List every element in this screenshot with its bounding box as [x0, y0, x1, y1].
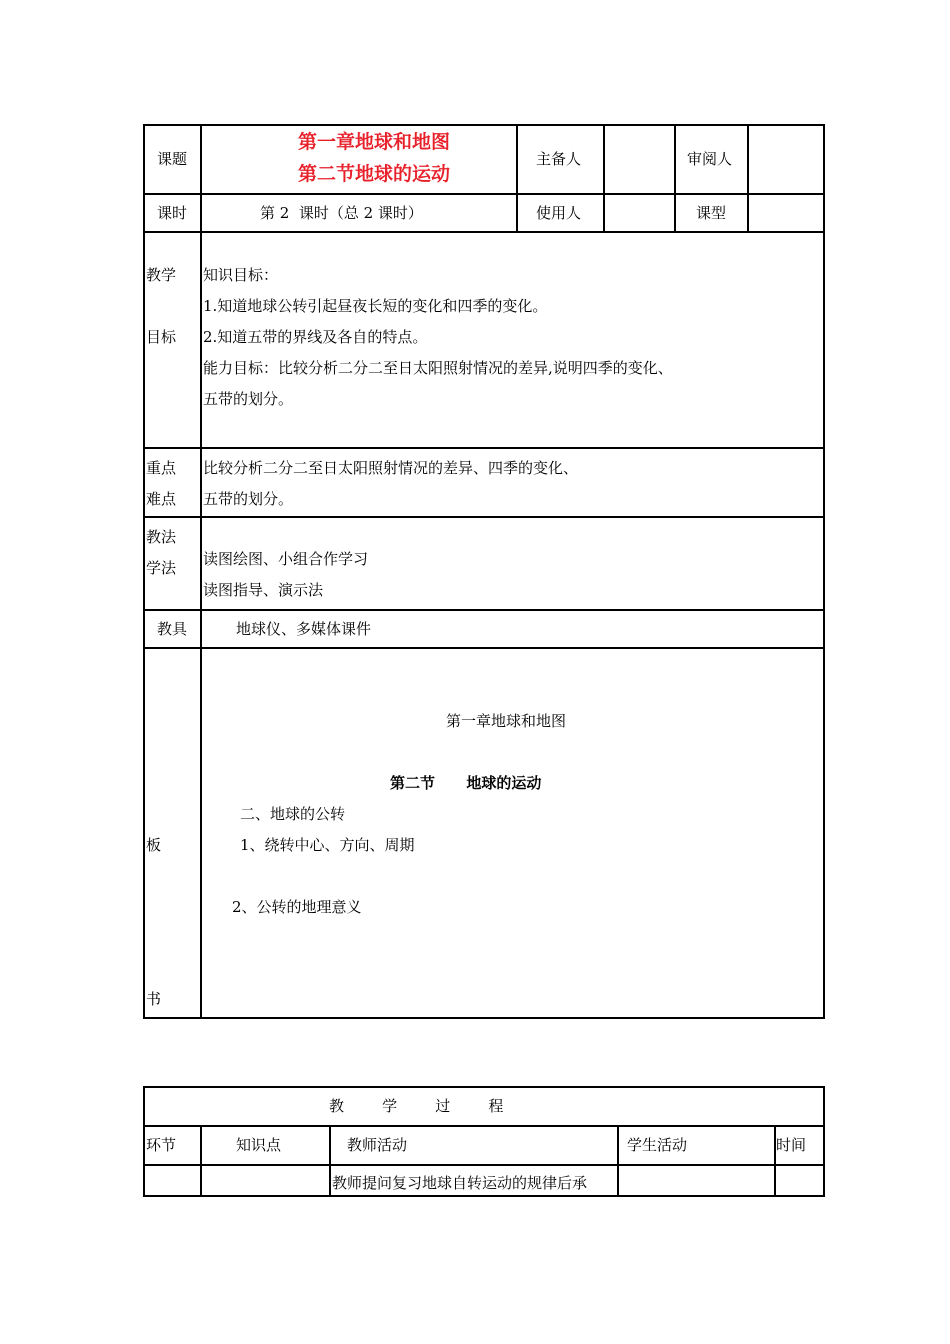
reviewer-label: 审阅人: [687, 150, 733, 168]
column-divider: [617, 1125, 619, 1197]
board-chapter: 第一章地球和地图: [446, 712, 567, 730]
row-divider: [143, 647, 825, 649]
board-section: 第二节 地球的运动: [390, 774, 542, 792]
table-border: [143, 1086, 145, 1197]
row-divider: [143, 516, 825, 518]
table-border: [143, 1086, 825, 1088]
column-divider: [747, 124, 749, 233]
column-header: 时间: [776, 1136, 807, 1154]
board-label: 板: [146, 836, 162, 854]
row-divider: [143, 1164, 825, 1166]
objective-line: 2.知道五带的界线及各自的特点。: [203, 328, 428, 346]
table-border: [823, 1086, 825, 1197]
column-divider: [329, 1125, 331, 1197]
lesson-title-line2: 第二节地球的运动: [298, 163, 451, 185]
row-divider: [143, 447, 825, 449]
methods-label: 学法: [146, 559, 177, 577]
period-label: 课时: [157, 204, 188, 222]
board-item: 1、绕转中心、方向、周期: [240, 836, 415, 854]
row-divider: [143, 1125, 825, 1127]
key-points-label: 难点: [146, 490, 177, 508]
preparer-label: 主备人: [536, 150, 582, 168]
table-border: [143, 124, 825, 126]
key-point-line: 比较分析二分二至日太阳照射情况的差异、四季的变化、: [203, 459, 579, 477]
column-header: 学生活动: [627, 1136, 688, 1154]
board-item: 2、公转的地理意义: [232, 898, 362, 916]
key-points-label: 重点: [146, 459, 177, 477]
objective-line: 能力目标：比较分析二分二至日太阳照射情况的差异,说明四季的变化、: [203, 359, 673, 377]
table-border: [143, 1017, 825, 1019]
type-label: 课型: [696, 204, 727, 222]
column-divider: [200, 124, 202, 1019]
column-divider: [674, 124, 676, 233]
column-header: 知识点: [236, 1136, 282, 1154]
key-point-line: 五带的划分。: [203, 490, 294, 508]
objective-line: 1.知道地球公转引起昼夜长短的变化和四季的变化。: [203, 297, 548, 315]
column-header: 教师活动: [347, 1136, 408, 1154]
process-title: 教 学 过 程: [329, 1097, 504, 1115]
row-divider: [143, 193, 825, 195]
methods-label: 教法: [146, 528, 177, 546]
method-line: 读图指导、演示法: [203, 581, 324, 599]
tools-label: 教具: [157, 620, 188, 638]
board-label: 书: [146, 990, 162, 1008]
lesson-title-line1: 第一章地球和地图: [298, 131, 451, 153]
column-header: 环节: [146, 1136, 177, 1154]
table-border: [823, 124, 825, 1019]
topic-label: 课题: [157, 150, 188, 168]
objective-line: 五带的划分。: [203, 390, 294, 408]
period-value: 第 2 课时（总 2 课时）: [260, 204, 423, 222]
objective-line: 知识目标：: [203, 266, 279, 284]
column-divider: [603, 124, 605, 233]
method-line: 读图绘图、小组合作学习: [203, 550, 369, 568]
column-divider: [200, 1125, 202, 1197]
user-label: 使用人: [536, 204, 582, 222]
objectives-label: 目标: [146, 328, 177, 346]
row-divider: [143, 231, 825, 233]
table-cell: 教师提问复习地球自转运动的规律后承: [332, 1174, 588, 1192]
board-item: 二、地球的公转: [240, 805, 346, 823]
row-divider: [143, 609, 825, 611]
table-border: [143, 124, 145, 1019]
table-border: [143, 1195, 825, 1197]
objectives-label: 教学: [146, 266, 177, 284]
tools-value: 地球仪、多媒体课件: [236, 620, 372, 638]
column-divider: [516, 124, 518, 233]
